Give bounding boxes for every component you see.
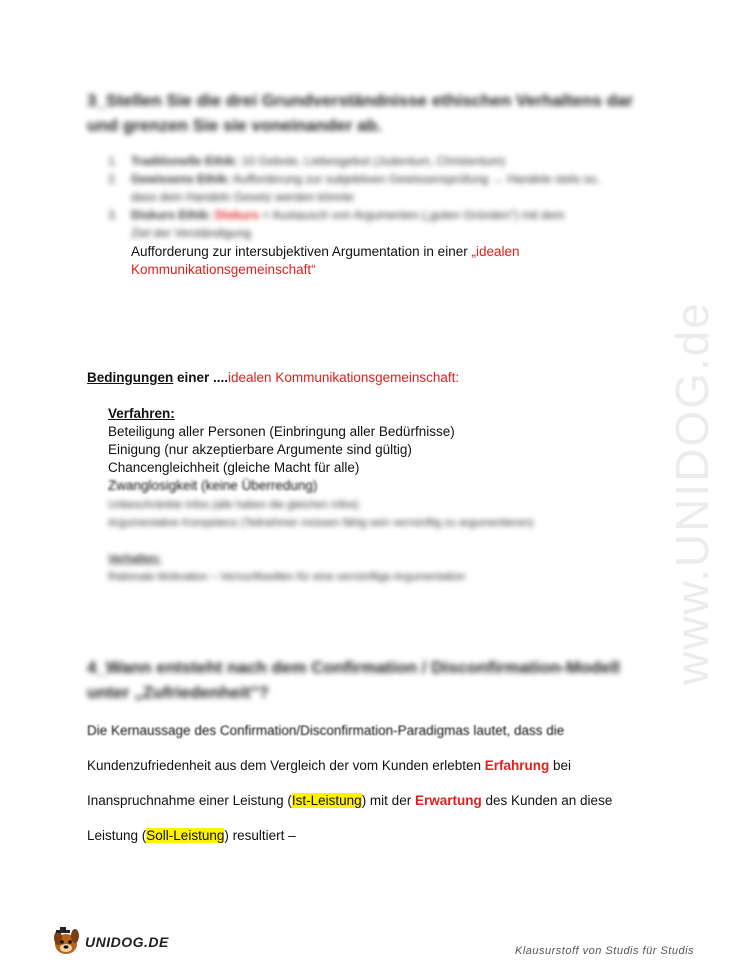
section3-heading [87, 88, 647, 138]
logo-text: UNIDOG.DE [85, 934, 169, 950]
definition-text: Aufforderung zur intersubjektiven Argumentation in einer [131, 244, 472, 259]
watermark-text: www.UNIDOG.de [666, 301, 718, 685]
item-number: 2. [108, 172, 119, 186]
verfahren-label: Verfahren: [108, 406, 175, 421]
item-number: 3. [108, 208, 119, 222]
dog-icon [52, 926, 82, 958]
section4-heading-line2: unter „Zufriedenheit"? [87, 683, 269, 702]
section4-heading-line1: 4_Wann entsteht nach dem Confirmation / Disconfirmation-Modell [87, 658, 621, 677]
item-term: Gewissens Ethik: [131, 172, 231, 186]
list-item: Unbeschränkte Infos (alle haben die gleichen Infos) [108, 499, 359, 511]
p2-red: Erfahrung [484, 758, 550, 773]
definition-text-red: „idealen [471, 244, 520, 259]
section3-heading-line1: 3_Stellen Sie die drei Grundverständnisse ethischen Verhaltens dar [87, 91, 634, 110]
item-text-continued: dass dein Handeln Gesetz werden könnte [131, 190, 354, 204]
list-item: Argumentative Kompetenz (Teilnehmer müssen fähig sein vernünftig zu argumentieren) [108, 517, 534, 529]
list-item: Chancengleichheit (gleiche Macht für alle) [108, 460, 360, 475]
footer-logo [52, 925, 169, 959]
definition-text-red-line2: Kommunikationsgemeinschaft“ [131, 262, 316, 277]
item-text: 10 Gebote, Liebesgebot (Judentum, Christentum) [241, 154, 506, 168]
p4-text-end: ) resultiert – [224, 828, 296, 843]
section3-heading-line2: und grenzen Sie sie voneinander ab. [87, 116, 382, 135]
footer-tagline: Klausurstoff von Studis für Studis [515, 945, 695, 957]
item-number: 1. [108, 154, 119, 168]
verfahren-section [108, 405, 668, 495]
list-item [108, 206, 668, 224]
verfahren-blurred [108, 496, 668, 586]
item-term-red: Diskurs [215, 208, 260, 222]
conditions-title-red: idealen Kommunikationsgemeinschaft: [228, 370, 460, 385]
list-item: Zwanglosigkeit (keine Überredung) [108, 478, 318, 493]
list-item: Einigung (nur akzeptierbare Argumente sind gültig) [108, 442, 412, 457]
list-item [108, 152, 668, 170]
list-item [108, 170, 668, 188]
conditions-title-underlined: Bedingungen [87, 370, 174, 385]
p2-text-end: bei [549, 758, 572, 773]
discourse-definition [131, 243, 651, 279]
section4-p1: Die Kernaussage des Confirmation/Disconfirmation-Paradigmas lautet, dass die [87, 723, 565, 738]
section4-p3 [87, 792, 667, 810]
watermark [640, 250, 740, 690]
section4-heading [87, 655, 647, 705]
conditions-title [87, 369, 647, 387]
p3-text-mid: ) mit der [361, 793, 415, 808]
section4-p2 [87, 757, 667, 775]
section4-p4 [87, 827, 667, 845]
ethics-list [108, 152, 668, 242]
p2-text: Kundenzufriedenheit aus dem Vergleich der vom Kunden erlebten [87, 758, 485, 773]
item-text-continued: Ziel der Verständigung [131, 226, 252, 240]
p3-text: Inanspruchnahme einer Leistung ( [87, 793, 292, 808]
item-term: Diskurs Ethik: [131, 208, 212, 222]
p3-red: Erwartung [414, 793, 482, 808]
item-text: = Austausch von Argumenten („guten Gründen") mit dem [262, 208, 565, 222]
item-text: Aufforderung zur subjektiven Gewissensprüfung → Handele stets so, [233, 172, 600, 186]
list-item: Beteiligung aller Personen (Einbringung aller Bedürfnisse) [108, 424, 455, 439]
p4-text: Leistung ( [87, 828, 147, 843]
item-term: Traditionelle Ethik: [131, 154, 239, 168]
verhalten-label: Verhalten: [108, 553, 162, 565]
conditions-title-mid: einer .... [173, 370, 229, 385]
p4-highlight: Soll-Leistung [146, 828, 225, 843]
p3-highlight: Ist-Leistung [291, 793, 362, 808]
p3-text-end: des Kunden an diese [481, 793, 613, 808]
list-item: Rationale Motivation – Vernunftswillen für eine vernünftige Argumentation [108, 571, 466, 583]
